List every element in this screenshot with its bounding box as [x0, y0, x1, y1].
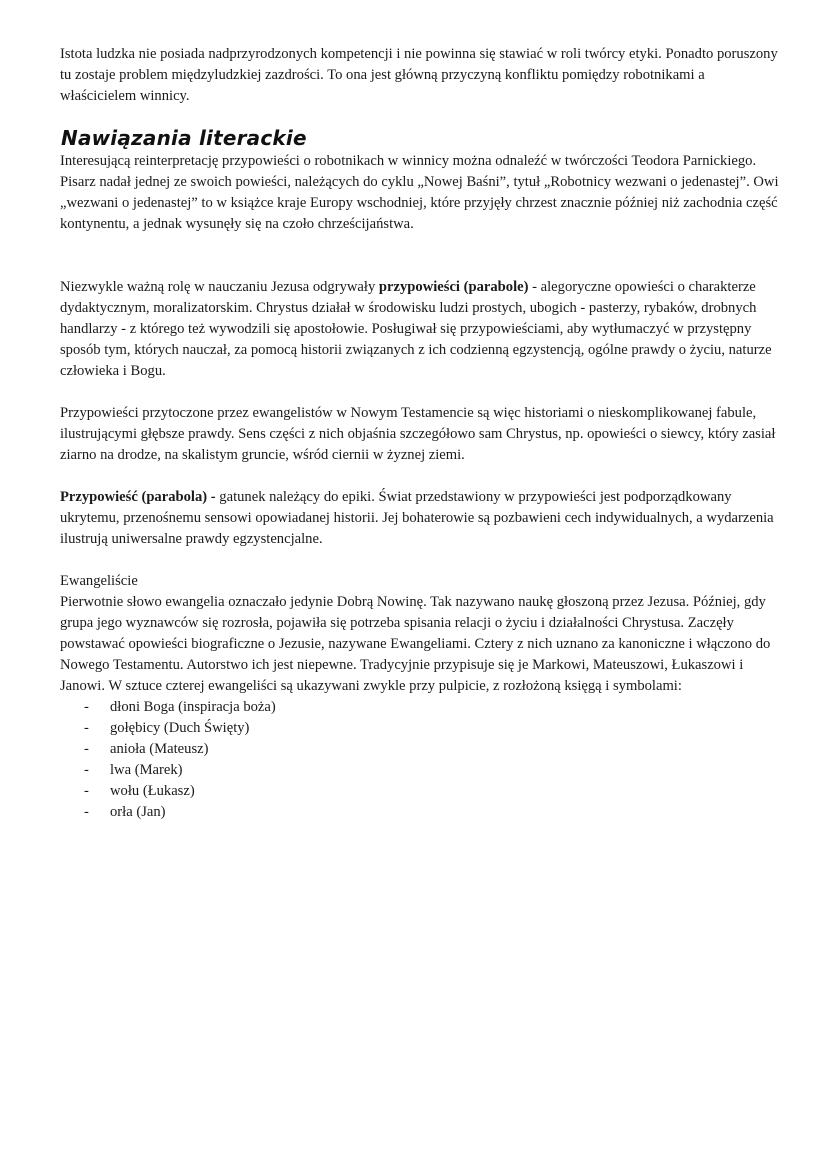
gospel-paragraph: Pierwotnie słowo ewangelia oznaczało jedynie Dobrą Nowinę. Tak nazywano naukę głoszoną przez Jezusa. Później, gdy grupa jego wyznawców się rozrosła, pojawiła się potrzeba spisania relacji o życiu i działalności Chrystusa. Zaczęły powstawać opowieści biograficzne o Jezusie, nazywane Ewangeliami. Cztery z nich uznano za kanoniczne i włączono do Nowego Testamentu. Autorstwo ich jest niepewne. Tradycyjnie przypisuje się je Markowi, Mateuszowi, Łukaszowi i Janowi. W sztuce czterej ewangeliści są ukazywani zwykle przy pulpicie, z rozłożoną księgą i symbolami:	[60, 594, 771, 694]
list-item-text: dłoni Boga (inspiracja boża)	[110, 699, 276, 715]
list-dash: -	[84, 762, 89, 778]
evangelist-symbols-list	[60, 697, 780, 823]
literary-references-paragraph: Interesującą reinterpretację przypowieści o robotnikach w winnicy można odnaleźć w twórczości Teodora Parnickiego. Pisarz nadał jednej ze swoich powieści, należących do cyklu „Nowej Baśni”, tytuł „Robotnicy wezwani o jedenastej”. Owi „wezwani o jedenastej” to w książce kraje Europy wschodniej, które przyjęły chrzest znacznie później niż zachodnia część kontynentu, a jednak wysunęły się na czoło chrześcijaństwa.	[60, 153, 779, 232]
list-item	[60, 781, 780, 802]
document-page	[60, 44, 780, 823]
parable-definition-paragraph	[60, 487, 780, 550]
list-item	[60, 802, 780, 823]
parables-text-after: - alegoryczne opowieści o charakterze dydaktycznym, moralizatorskim. Chrystus działał w środowisku ludzi prostych, ubogich - pasterzy, rybaków, drobnych handlarzy - z którego też wywodzili się apostołowie. Posługiwał się przypowieściami, aby wytłumaczyć w przystępny sposób tym, których nauczał, za pomocą historii związanych z ich codzienną egzystencją, ogólne prawdy o życiu, naturze człowieka i Bogu.	[60, 279, 772, 379]
list-item-text: gołębicy (Duch Święty)	[110, 720, 250, 736]
list-dash: -	[84, 720, 89, 736]
list-dash: -	[84, 741, 89, 757]
list-dash: -	[84, 804, 89, 820]
parables-term: przypowieści (parabole)	[378, 279, 529, 295]
list-item-text: wołu (Łukasz)	[110, 783, 195, 799]
list-dash: -	[84, 699, 89, 715]
list-dash: -	[84, 783, 89, 799]
list-item-text: lwa (Marek)	[110, 762, 183, 778]
evangelists-parables-paragraph: Przypowieści przytoczone przez ewangelistów w Nowym Testamencie są więc historiami o nieskomplikowanej fabule, ilustrującymi głębsze prawdy. Sens części z nich objaśnia szczegółowo sam Chrystus, np. opowieści o siewcy, który zasiał ziarno na drodze, na skalistym gruncie, wśród ciernii w żyznej ziemi.	[60, 405, 776, 463]
definition-text: gatunek należący do epiki. Świat przedstawiony w przypowieści jest podporządkowany ukrytemu, przenośnemu sensowi opowiadanej historii. Jej bohaterowie są pozbawieni cech indywidualnych, a wydarzenia ilustrują uniwersalne prawdy egzystencjalne.	[60, 489, 774, 547]
parables-text-before: Niezwykle ważną rolę w nauczaniu Jezusa odgrywały	[60, 279, 379, 295]
list-item	[60, 739, 780, 760]
gospel-heading: Ewangeliście	[60, 573, 138, 589]
list-item-text: orła (Jan)	[110, 804, 166, 820]
list-item-text: anioła (Mateusz)	[110, 741, 209, 757]
parables-paragraph	[60, 277, 780, 382]
list-item	[60, 760, 780, 781]
list-item	[60, 697, 780, 718]
definition-term: Przypowieść (parabola) -	[60, 489, 216, 505]
list-item	[60, 718, 780, 739]
literary-references-heading: Nawiązania literackie	[61, 126, 307, 150]
intro-paragraph: Istota ludzka nie posiada nadprzyrodzonych kompetencji i nie powinna się stawiać w roli twórcy etyki. Ponadto poruszony tu zostaje problem międzyludzkiej zazdrości. To ona jest główną przyczyną konfliktu pomiędzy robotnikami a właścicielem winnicy.	[60, 46, 778, 104]
